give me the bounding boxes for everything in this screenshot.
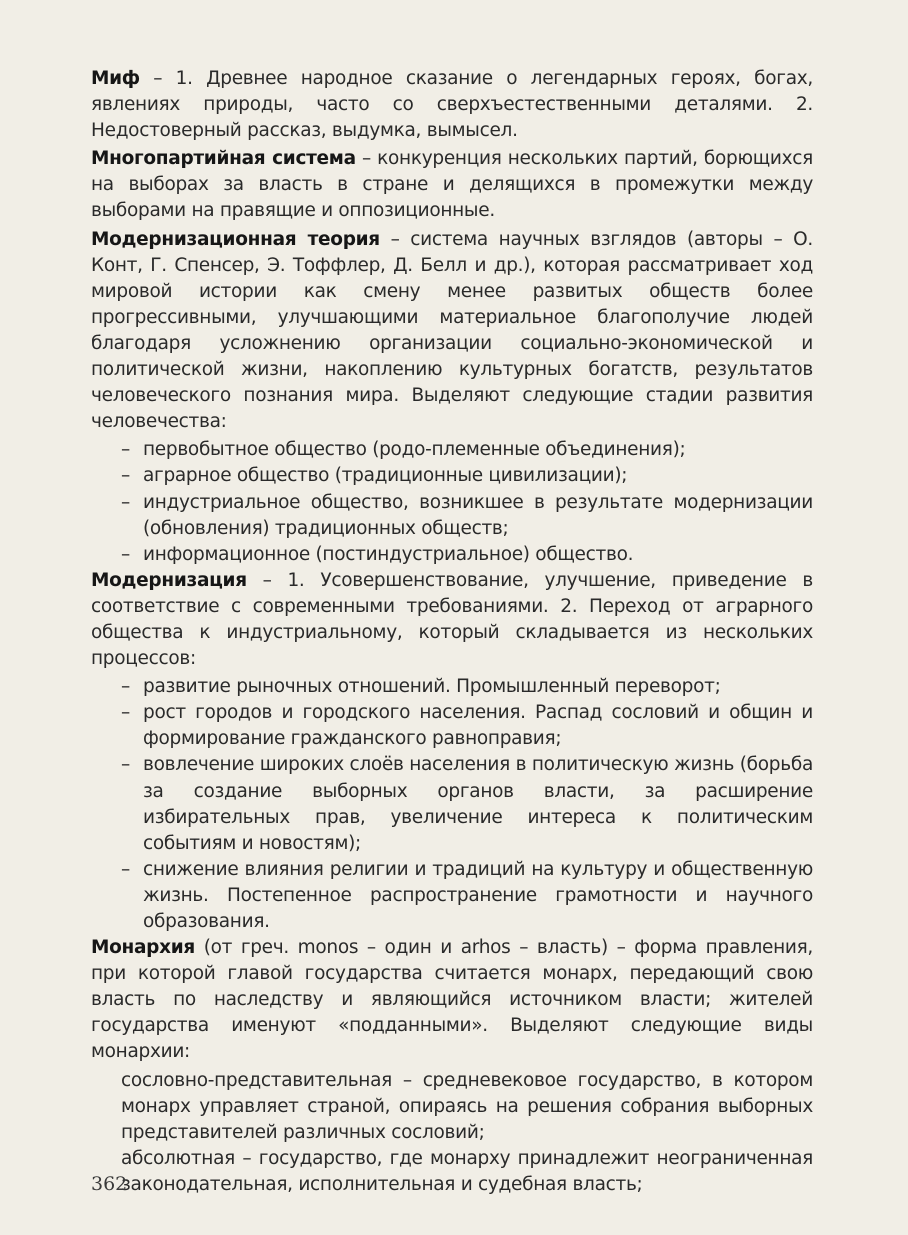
entry-modernizatsiya (91, 568, 813, 672)
entry-definition: – 1. Усовершенствование, улучшение, приведение в соответствие с современными требованиями. 2. Переход от аграрного общества к индустриальному, который складывается из нескольких процессов: (91, 569, 813, 670)
entry-term: Монархия (91, 937, 196, 959)
entry-term: Миф (91, 68, 140, 89)
list-item: – информационное (постиндустриальное) общество. (121, 542, 813, 568)
list-item: – вовлечение широких слоёв населения в политическую жизнь (борьба за создание выборных органов власти, за расширение избирательных прав, увеличение интереса к политическим событиям и новостям); (121, 752, 813, 856)
entry-term: Модернизация (91, 569, 247, 591)
list-item: – аграрное общество (традиционные цивилизации); (121, 463, 813, 489)
list-item: – снижение влияния религии и традиций на культуру и общественную жизнь. Постепенное распространение грамотности и научного образования. (121, 857, 813, 935)
entry-term: Многопартийная система (91, 148, 356, 170)
entry-term: Модернизационная теория (91, 228, 380, 250)
entry-mif (91, 66, 813, 144)
entry-definition: – 1. Древнее народное сказание о легендарных героях, богах, явлениях природы, часто со сверхъестественными деталями. 2. Недостоверный рассказ, выдумка, вымысел. (91, 68, 813, 142)
processes-list (91, 674, 813, 935)
list-item: – развитие рыночных отношений. Промышленный переворот; (121, 674, 813, 700)
entry-definition: (от греч. monos – один и arhos – власть) – форма правления, при которой главой государства считается монарх, передающий свою власть по наследству и являющийся источником власти; жителей государства именуют «подданными». Выделяют следующие виды монархии: (91, 937, 813, 1063)
entry-mnogopartiynaya-sistema (91, 146, 813, 224)
list-item: абсолютная – государство, где монарху принадлежит неограниченная законодательная, исполнительная и судебная власть; (121, 1147, 813, 1195)
stages-list (91, 437, 813, 567)
list-item: сословно-представительная – средневековое государство, в котором монарх управляет страной, опираясь на решения собрания выборных представителей различных сословий; (121, 1069, 813, 1143)
page-number: 362 (91, 1173, 128, 1195)
monarchy-types (121, 1068, 813, 1198)
entry-modernizatsionnaya-teoriya (91, 227, 813, 436)
entry-definition: – система научных взглядов (авторы – О. Конт, Г. Спенсер, Э. Тоффлер, Д. Белл и др.), которая рассматривает ход мировой истории как смену менее развитых обществ более прогрессивными, улучшающими материальное благополучие людей благодаря усложнению организации социально-экономической и политической жизни, накоплению культурных богатств, результатов человеческого познания мира. Выделяют следующие стадии развития человечества: (91, 228, 813, 433)
entry-monarkhiya (91, 935, 813, 1065)
list-item: – индустриальное общество, возникшее в результате модернизации (обновления) традиционных обществ; (121, 490, 813, 542)
entry-definition: – конкуренция нескольких партий, борющихся на выборах за власть в стране и делящихся в промежутки между выборами на правящие и оппозиционные. (91, 148, 813, 222)
list-item: – первобытное общество (родо-племенные объединения); (121, 437, 813, 463)
glossary-content (91, 66, 813, 1198)
list-item: – рост городов и городского населения. Распад сословий и общин и формирование гражданского равноправия; (121, 700, 813, 752)
